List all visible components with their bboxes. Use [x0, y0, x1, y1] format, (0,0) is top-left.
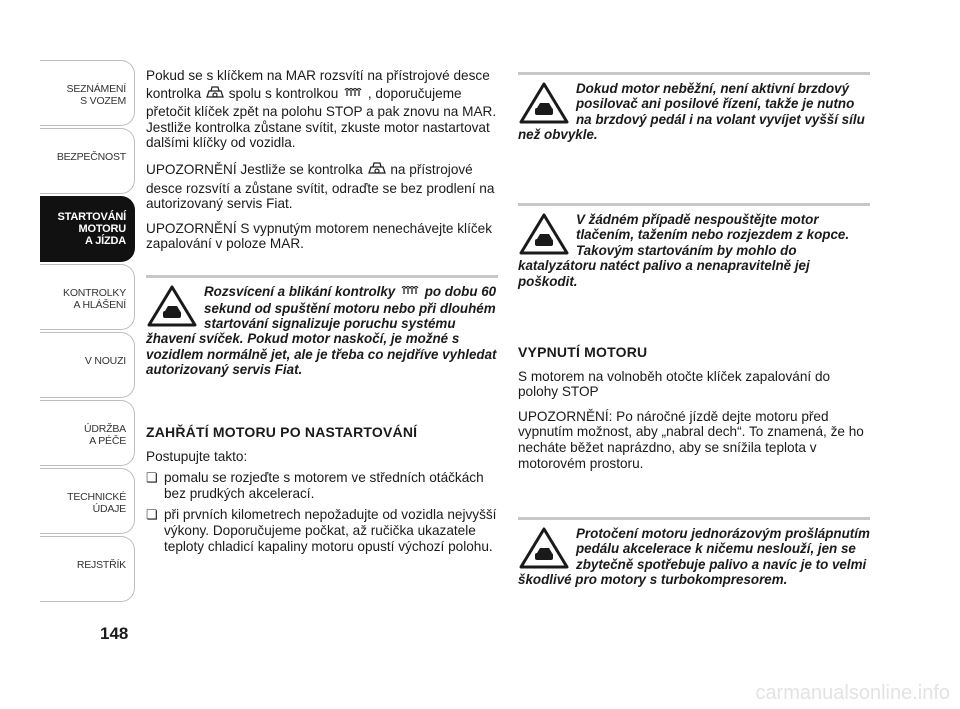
tab-label-line: MOTORU — [78, 223, 126, 235]
watermark: carmanualsonline.info — [755, 682, 950, 704]
tab-2[interactable] — [40, 196, 135, 262]
shutdown-p1: S motorem na volnoběh otočte klíček zapalování do polohy STOP — [518, 368, 831, 400]
tab-6[interactable] — [40, 468, 135, 534]
warmup-section — [146, 425, 498, 560]
warning-triangle-icon — [518, 212, 570, 256]
page-number: 148 — [100, 624, 129, 643]
tab-label-line: V NOUZI — [84, 355, 126, 367]
tab-5[interactable] — [40, 400, 135, 466]
shutdown-section — [518, 345, 870, 480]
tab-3[interactable] — [40, 264, 135, 330]
tab-label-line: TECHNICKÉ — [67, 491, 126, 503]
section-heading-shutdown: VYPNUTÍ MOTORU — [518, 344, 648, 360]
paragraph-key-warning: Pokud se s klíčkem na MAR rozsvítí na přístrojové desce kontrolka spolu s kontrolkou , doporučujeme přetočit klíček zpět na polohu STOP a pak znovu na MAR. Jestliže kontrolka zůstane svítit, zkuste motor nastartovat dalšími klíčky od vozidla. — [146, 68, 497, 151]
warning-triangle-icon — [518, 526, 570, 570]
warmup-list — [146, 470, 498, 554]
warning-box-glowplug: Rozsvícení a blikání kontrolky po dobu 60 sekund od spuštění motoru nebo při dlouhém startování signalizuje poruchu systému žhavení svíček. Pokud motor naskočí, je možné s vozidlem normálně jet, ale je třeba co nejdříve vyhledat autorizovaný servis Fiat. — [146, 275, 498, 378]
warning-triangle-icon — [146, 284, 198, 328]
tab-label-line: BEZPEČNOST — [56, 151, 126, 163]
tab-0[interactable] — [40, 60, 135, 126]
tab-label-line: STARTOVÁNÍ — [57, 211, 126, 223]
tab-4[interactable] — [40, 332, 135, 398]
tab-label-line: KONTROLKY — [63, 287, 126, 299]
tab-1[interactable] — [40, 128, 135, 194]
key-car-warning-icon — [205, 84, 225, 105]
tab-label-line: SEZNÁMENÍ — [66, 83, 126, 95]
glow-plug-icon — [342, 86, 364, 103]
glow-plug-icon — [399, 284, 421, 300]
section-heading-warmup: ZAHŘÁTÍ MOTORU PO NASTARTOVÁNÍ — [146, 424, 418, 440]
tab-label-line: ÚDAJE — [92, 503, 126, 515]
tab-label-line: A PÉČE — [89, 435, 126, 447]
tab-label-line: ÚDRŽBA — [84, 423, 126, 435]
paragraph-key-warning-2: UPOZORNĚNÍ Jestliže se kontrolka na přístrojové desce rozsvítí a zůstane svítit, odraďte se bez prodlení na autorizovaný servis Fiat. — [146, 161, 495, 212]
list-item: ❏ pomalu se rozjeďte s motorem ve středních otáčkách bez prudkých akcelerací. — [146, 470, 498, 501]
tab-label-line: S VOZEM — [80, 95, 126, 107]
warmup-intro: Postupujte takto: — [146, 448, 248, 464]
warning-box-throttle: Protočení motoru jednorázovým prošlápnutím pedálu akcelerace k ničemu neslouží, jen se zbytečně spotřebuje palivo a navíc je to velmi škodlivé pro motory s turbokompresorem. — [518, 517, 870, 588]
tab-label-line: A JÍZDA — [85, 235, 126, 247]
left-column — [146, 68, 498, 261]
key-car-warning-icon — [367, 160, 387, 181]
shutdown-p2: UPOZORNĚNÍ: Po náročné jízdě dejte motoru před vypnutím možnost, aby „nabral dech“. To znamená, že ho necháte běžet naprázdno, aby se snížila teplota v motorovém prostoru. — [518, 408, 864, 471]
tab-label-line: REJSTŘÍK — [76, 559, 126, 571]
tab-label-line: A HLÁŠENÍ — [73, 299, 126, 311]
paragraph-key-mar: UPOZORNĚNÍ S vypnutým motorem nenechávejte klíček zapalování v poloze MAR. — [146, 220, 493, 252]
warning-triangle-icon — [518, 81, 570, 125]
tab-7[interactable] — [40, 536, 135, 602]
list-item: ❏ při prvních kilometrech nepožadujte od vozidla nejvyšší výkony. Doporučujeme počkat, až ručička ukazatele teploty chladicí kapaliny motoru opustí výchozí polohu. — [146, 507, 498, 554]
warning-box-push-start: V žádném případě nespouštějte motor tlačením, tažením nebo rozjezdem z kopce. Takovým startováním by mohlo do katalyzátoru natéct palivo a nenapravitelně jej poškodit. — [518, 203, 870, 289]
warning-box-brake: Dokud motor neběžní, není aktivní brzdový posilovač ani posilové řízení, takže je nutno na brzdový pedál i na volant vyvíjet vyšší sílu než obvykle. — [518, 72, 870, 143]
